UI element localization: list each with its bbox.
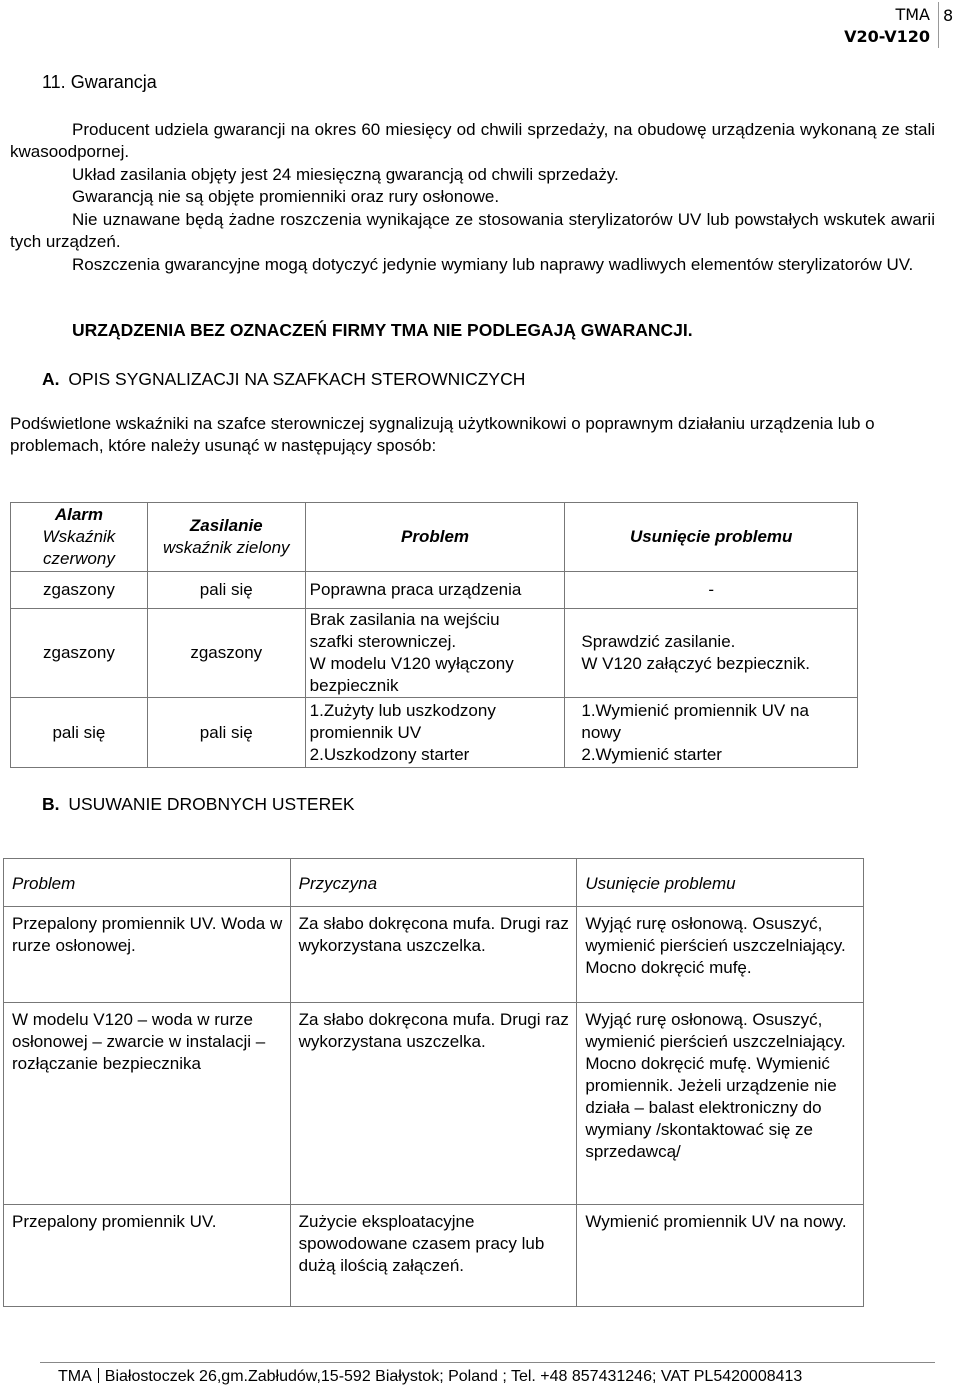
section-b-letter: B. <box>42 794 60 814</box>
section-a-letter: A. <box>42 369 60 389</box>
alarm-header-sub: Wskaźnik <box>42 527 116 546</box>
fix-line: Sprawdzić zasilanie. <box>581 632 736 651</box>
problem-line: W modelu V120 wyłączony <box>309 654 514 673</box>
signal-table-header <box>11 503 858 572</box>
cell-cause: Zużycie eksploatacyjne spowodowane czasem pracy lub dużą ilością załączeń. <box>290 1205 577 1307</box>
problem-line: Brak zasilania na wejściu <box>309 610 500 629</box>
cell-power: zgaszony <box>147 609 305 698</box>
cell-power: pali się <box>147 698 305 768</box>
header-divider <box>938 2 939 48</box>
table-row <box>11 698 858 768</box>
col-problem-header: Problem <box>305 503 565 572</box>
cell-problem <box>305 609 565 698</box>
warranty-paragraph-3: Gwarancją nie są objęte promienniki oraz rury osłonowe. <box>72 187 500 206</box>
warranty-paragraph-2: Układ zasilania objęty jest 24 miesięczną gwarancją od chwili sprzedaży. <box>72 165 619 184</box>
cell-power: pali się <box>147 572 305 609</box>
warranty-paragraph-5: Roszczenia gwarancyjne mogą dotyczyć jedynie wymiany lub naprawy wadliwych elementów sterylizatorów UV. <box>72 255 914 274</box>
page-footer <box>58 1367 802 1387</box>
alarm-header-color: czerwony <box>43 549 115 568</box>
fix-line: W V120 załączyć bezpiecznik. <box>581 654 811 673</box>
cell-cause: Za słabo dokręcona mufa. Drugi raz wykorzystana uszczelka. <box>290 907 577 1003</box>
fix-line: nowy <box>581 722 622 742</box>
problem-line: promiennik UV <box>309 722 422 742</box>
cell-fix: Wyjąć rurę osłonową. Osuszyć, wymienić pierścień uszczelniający. Mocno dokręcić mufę. <box>577 907 864 1003</box>
footer-separator <box>98 1368 99 1383</box>
cell-problem: Przepalony promiennik UV. Woda w rurze osłonowej. <box>4 907 291 1003</box>
col-alarm-header <box>11 503 148 572</box>
cell-fix: Wymienić promiennik UV na nowy. <box>577 1205 864 1307</box>
table-row <box>4 907 864 1003</box>
cell-problem: Przepalony promiennik UV. <box>4 1205 291 1307</box>
header-brand: TMA <box>895 5 930 24</box>
cell-problem: W modelu V120 – woda w rurze osłonowej – zwarcie w instalacji – rozłączanie bezpiecznika <box>4 1003 291 1205</box>
footer-address: Białostoczek 26,gm.Zabłudów,15-592 Białystok; Poland ; Tel. +48 857431246; VAT PL5420008413 <box>104 1368 803 1385</box>
cell-fix: - <box>565 572 858 609</box>
cell-problem: Poprawna praca urządzenia <box>305 572 565 609</box>
section-b-title: USUWANIE DROBNYCH USTEREK <box>68 794 355 814</box>
cell-alarm: zgaszony <box>11 572 148 609</box>
section-b-heading <box>42 794 355 815</box>
table-row <box>11 572 858 609</box>
table-row <box>4 1205 864 1307</box>
table-row <box>4 1003 864 1205</box>
warranty-paragraph-4: Nie uznawane będą żadne roszczenia wynikające ze stosowania sterylizatorów UV lub powstałych wskutek awarii tych urządzeń. <box>10 210 935 251</box>
warranty-paragraph-1: Producent udziela gwarancji na okres 60 miesięcy od chwili sprzedaży, na obudowę urządzenia wykonaną ze stali kwasoodpornej. <box>10 120 935 161</box>
page-number: 8 <box>943 6 954 25</box>
problem-line: 2.Uszkodzony starter <box>309 744 470 764</box>
col-problem-header: Problem <box>4 859 291 907</box>
col-cause-header: Przyczyna <box>290 859 577 907</box>
fix-line: 2.Wymienić starter <box>581 744 722 764</box>
cell-alarm: pali się <box>11 698 148 768</box>
cell-fix: Wyjąć rurę osłonową. Osuszyć, wymienić pierścień uszczelniający. Mocno dokręcić mufę. Wymienić promiennik. Jeżeli urządzenie nie działa – balast elektroniczny do wymiany /skontaktować się ze sprzedawcą/ <box>577 1003 864 1205</box>
col-power-header <box>147 503 305 572</box>
running-header <box>844 4 930 48</box>
cell-alarm: zgaszony <box>11 609 148 698</box>
cell-fix <box>565 698 858 768</box>
troubleshooting-table <box>3 858 864 1307</box>
header-model: V20-V120 <box>844 27 930 46</box>
cell-problem <box>305 698 565 768</box>
problem-line: bezpiecznik <box>309 676 399 695</box>
footer-divider <box>40 1362 935 1363</box>
section-a-heading <box>42 369 525 390</box>
col-fix-header: Usunięcie problemu <box>565 503 858 572</box>
cell-fix <box>565 609 858 698</box>
problem-line: szafki sterowniczej. <box>309 632 457 651</box>
table-row <box>11 609 858 698</box>
section-a-title: OPIS SYGNALIZACJI NA SZAFKACH STEROWNICZYCH <box>68 369 526 389</box>
signal-table <box>10 502 858 768</box>
cell-cause: Za słabo dokręcona mufa. Drugi raz wykorzystana uszczelka. <box>290 1003 577 1205</box>
power-header-label: Zasilanie <box>189 516 263 535</box>
alarm-header-label: Alarm <box>54 505 104 524</box>
section-11-title: 11. Gwarancja <box>42 72 157 92</box>
footer-brand: TMA <box>58 1368 92 1385</box>
warranty-notice: URZĄDZENIA BEZ OZNACZEŃ FIRMY TMA NIE PODLEGAJĄ GWARANCJI. <box>72 320 693 340</box>
troubleshooting-table-header <box>4 859 864 907</box>
fix-line: 1.Wymienić promiennik UV na <box>581 700 809 720</box>
power-header-sub: wskaźnik zielony <box>162 538 290 557</box>
col-fix-header: Usunięcie problemu <box>577 859 864 907</box>
section-a-intro: Podświetlone wskaźniki na szafce sterowniczej sygnalizują użytkownikowi o poprawnym działaniu urządzenia lub o problemach, które należy usunąć w następujący sposób: <box>10 414 875 455</box>
problem-line: 1.Zużyty lub uszkodzony <box>309 700 496 720</box>
